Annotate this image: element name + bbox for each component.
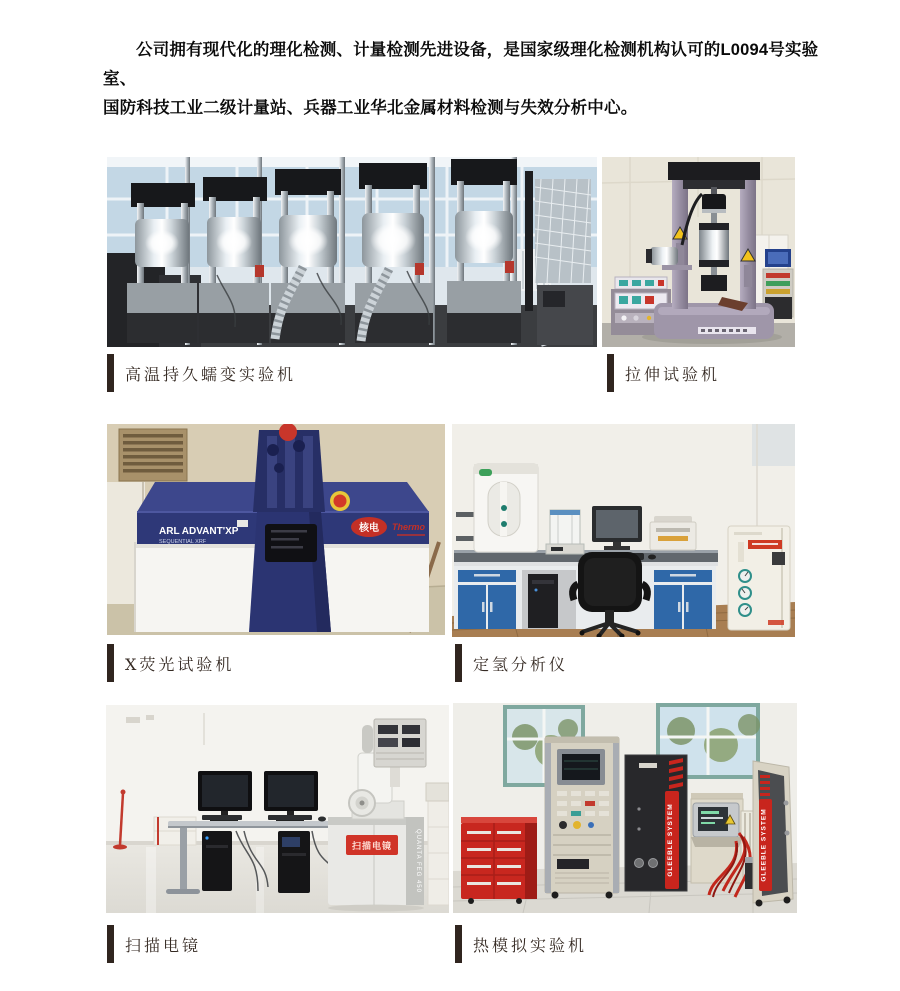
caption-tensile-testing-machine <box>607 354 720 392</box>
creep-machines-illustration <box>107 157 597 347</box>
right-gleeble-cabinet <box>753 761 793 907</box>
caption-accent-bar <box>607 354 614 392</box>
tensile-machine-illustration <box>602 157 795 347</box>
gleeble-illustration <box>453 703 797 913</box>
furnace-station <box>127 183 197 343</box>
photo-thermal-simulation-machine <box>453 703 797 913</box>
analytical-balance <box>546 510 584 554</box>
intro-line-1: 公司拥有现代化的理化检测、计量检测先进设备，是国家级理化检测机构认可的L0094号实验室、 <box>103 41 819 88</box>
photo-creep-testing-machine <box>107 157 597 347</box>
xrf-sub-text: SEQUENTIAL XRF <box>159 539 207 545</box>
caption-label: 热模拟实验机 <box>473 935 588 955</box>
xrf-machine-illustration <box>107 424 445 635</box>
photo-tensile-testing-machine <box>602 157 795 347</box>
photo-scanning-electron-microscope <box>106 705 449 913</box>
red-tool-cabinet <box>461 817 537 904</box>
emergency-stop-button <box>330 491 350 511</box>
caption-scanning-electron-microscope <box>107 925 201 963</box>
caption-accent-bar <box>107 644 114 682</box>
control-rack <box>545 737 619 899</box>
sample-loader-tower <box>253 424 325 512</box>
chiller-cabinet <box>728 526 790 630</box>
gleeble-label-right-text: GLEEBLE SYSTEM <box>760 808 768 882</box>
xrf-brand-text: Thermo <box>391 522 425 532</box>
photo-hydrogen-analyzer <box>452 424 795 637</box>
intro-line-2: 国防科技工业二级计量站、兵器工业华北金属材料检测与失效分析中心。 <box>103 99 638 117</box>
photo-xrf-testing-machine <box>107 424 445 635</box>
caption-accent-bar <box>455 925 462 963</box>
caption-accent-bar <box>107 354 114 392</box>
xrf-column <box>249 512 331 632</box>
sem-sign-text: 扫描电镜 <box>351 841 393 851</box>
xrf-model-text: ARL ADVANT'XP <box>159 526 239 537</box>
hydrogen-analyzer-illustration <box>452 424 795 637</box>
caption-hydrogen-analyzer <box>455 644 568 682</box>
sem-model-text: QUANTA FEG 450 <box>415 829 421 893</box>
black-power-cabinet <box>625 755 687 891</box>
caption-accent-bar <box>455 644 462 682</box>
side-cabinet <box>426 783 449 905</box>
printer <box>650 516 696 550</box>
caption-xrf-testing-machine <box>107 644 234 682</box>
caption-thermal-simulation-machine <box>455 925 587 963</box>
caption-label: 扫描电镜 <box>125 935 202 955</box>
caption-label: 拉伸试验机 <box>625 364 721 384</box>
caption-label: X荧光试验机 <box>125 654 235 674</box>
caption-label: 高温持久蠕变实验机 <box>125 364 297 384</box>
caption-accent-bar <box>107 925 114 963</box>
caption-creep-testing-machine <box>107 354 296 392</box>
gleeble-label-left-text: GLEEBLE SYSTEM <box>667 803 674 877</box>
intro-paragraph <box>103 36 821 123</box>
sem-illustration <box>106 705 449 913</box>
xrf-logo-text: 核电 <box>359 523 379 534</box>
caption-label: 定氢分析仪 <box>473 654 569 674</box>
